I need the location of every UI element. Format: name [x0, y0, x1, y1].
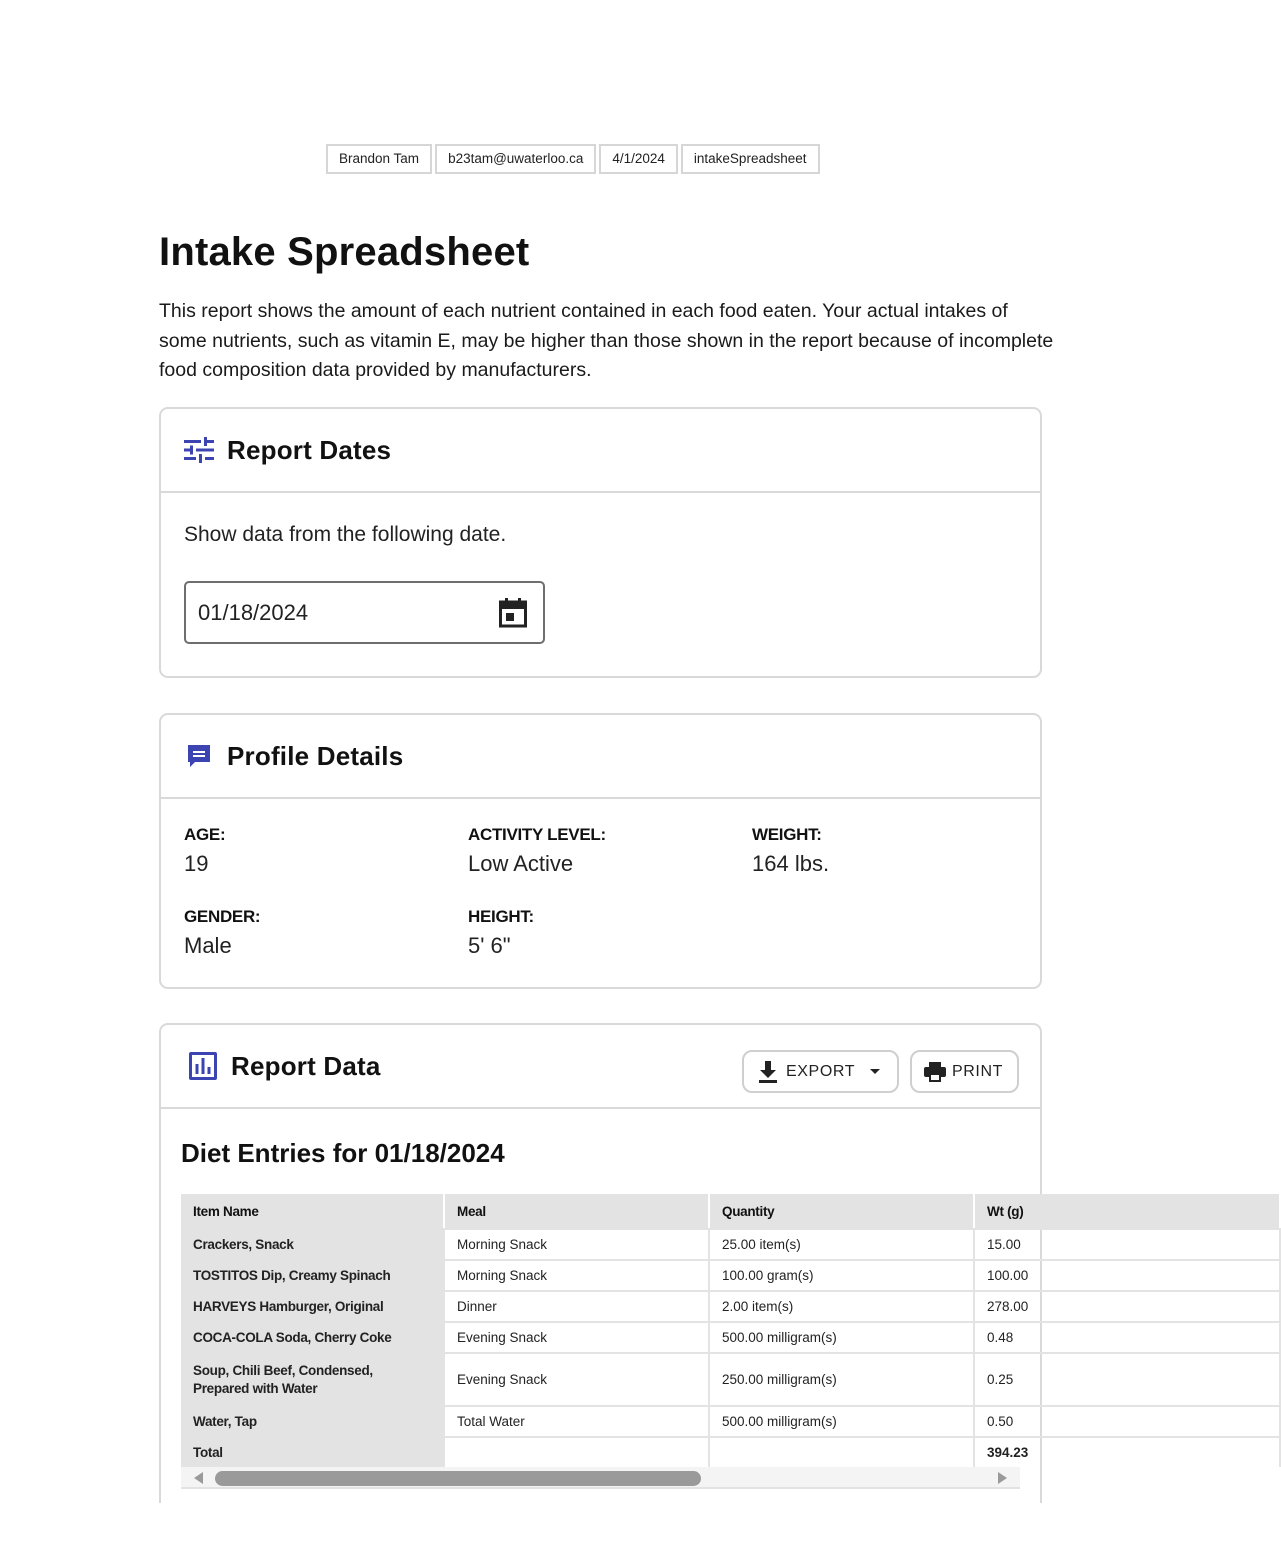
cell-item-name: Water, Tap: [181, 1405, 445, 1436]
weight-label: WEIGHT:: [752, 825, 822, 844]
printer-icon: [924, 1061, 946, 1083]
cell-item-name: COCA-COLA Soda, Cherry Coke: [181, 1321, 445, 1352]
document-meta-bar: [326, 144, 820, 174]
cell-meal: Morning Snack: [445, 1259, 710, 1290]
cell-item-name: Crackers, Snack: [181, 1228, 445, 1259]
profile-activity-level: [468, 825, 606, 877]
table-horizontal-scrollbar[interactable]: [181, 1467, 1020, 1489]
table-row: [181, 1259, 1281, 1290]
report-data-title: Report Data: [231, 1050, 381, 1081]
profile-height: [468, 907, 534, 959]
diet-entries-table-container[interactable]: [181, 1194, 1029, 1466]
cell-weight: 15.00: [975, 1228, 1281, 1259]
height-label: HEIGHT:: [468, 907, 534, 926]
intro-paragraph: This report shows the amount of each nutrient contained in each food eaten. Your actual intakes of some nutrients, such as vitamin E, may be higher than those shown in the report because of incomplete food composition data provided by manufacturers.: [159, 300, 1054, 382]
cell-quantity: 2.00 item(s): [710, 1290, 975, 1321]
profile-details-card: [159, 713, 1042, 989]
table-row: [181, 1228, 1281, 1259]
height-value: 5' 6": [468, 933, 511, 958]
tune-sliders-icon: [184, 435, 214, 465]
meta-user-email: b23tam@uwaterloo.ca: [435, 144, 596, 174]
cell-item-name: Soup, Chili Beef, Condensed, Prepared with Water: [181, 1352, 445, 1405]
profile-gender: [184, 907, 260, 959]
report-data-header: [161, 1025, 1040, 1109]
print-button-label: PRINT: [952, 1062, 1003, 1080]
scroll-right-arrow-icon[interactable]: [998, 1472, 1007, 1484]
age-label: AGE:: [184, 825, 226, 844]
cell-weight: 100.00: [975, 1259, 1281, 1290]
profile-weight: [752, 825, 829, 877]
cell-meal: Dinner: [445, 1290, 710, 1321]
profile-details-title: Profile Details: [227, 740, 404, 771]
cell-total-meal: [445, 1436, 710, 1467]
table-total-row: [181, 1436, 1281, 1467]
report-dates-description: Show data from the following date.: [184, 523, 507, 546]
column-header-quantity[interactable]: Quantity: [710, 1194, 975, 1228]
report-date-field[interactable]: [184, 581, 545, 644]
download-icon: [758, 1060, 778, 1084]
table-row: [181, 1321, 1281, 1352]
scrollbar-thumb[interactable]: [215, 1471, 701, 1486]
cell-total-quantity: [710, 1436, 975, 1467]
column-header-meal[interactable]: Meal: [445, 1194, 710, 1228]
cell-weight: 0.48: [975, 1321, 1281, 1352]
cell-item-name: HARVEYS Hamburger, Original: [181, 1290, 445, 1321]
profile-age: [184, 825, 225, 877]
column-header-weight[interactable]: Wt (g): [975, 1194, 1281, 1228]
table-header-row: [181, 1194, 1281, 1228]
cell-total-label: Total: [181, 1436, 445, 1467]
chevron-down-icon: [869, 1068, 881, 1076]
cell-weight: 0.50: [975, 1405, 1281, 1436]
gender-label: GENDER:: [184, 907, 261, 926]
cell-weight: 0.25: [975, 1352, 1281, 1405]
cell-quantity: 500.00 milligram(s): [710, 1321, 975, 1352]
meta-user-name: Brandon Tam: [326, 144, 432, 174]
table-row: [181, 1352, 1281, 1405]
scroll-left-arrow-icon[interactable]: [194, 1472, 203, 1484]
cell-total-weight: 394.23: [975, 1436, 1281, 1467]
table-row: [181, 1405, 1281, 1436]
profile-details-header: [161, 715, 1040, 799]
diet-entries-title: Diet Entries for 01/18/2024: [181, 1138, 505, 1168]
bar-chart-icon: [188, 1051, 218, 1081]
cell-meal: Evening Snack: [445, 1352, 710, 1405]
report-dates-header: [161, 409, 1040, 493]
cell-quantity: 100.00 gram(s): [710, 1259, 975, 1290]
report-date-value: 01/18/2024: [198, 599, 309, 625]
meta-date: 4/1/2024: [599, 144, 678, 174]
weight-value: 164 lbs.: [752, 851, 830, 876]
column-header-item-name[interactable]: Item Name: [181, 1194, 445, 1228]
report-dates-card: [159, 407, 1042, 678]
cell-item-name: TOSTITOS Dip, Creamy Spinach: [181, 1259, 445, 1290]
cell-meal: Evening Snack: [445, 1321, 710, 1352]
print-button[interactable]: [910, 1050, 1019, 1093]
page-title: Intake Spreadsheet: [159, 230, 530, 274]
export-button[interactable]: [742, 1050, 899, 1093]
cell-meal: Total Water: [445, 1405, 710, 1436]
table-row: [181, 1290, 1281, 1321]
gender-value: Male: [184, 933, 232, 958]
report-dates-title: Report Dates: [227, 434, 392, 465]
cell-quantity: 25.00 item(s): [710, 1228, 975, 1259]
activity-level-value: Low Active: [468, 851, 574, 876]
meta-document-name: intakeSpreadsheet: [681, 144, 820, 174]
cell-quantity: 500.00 milligram(s): [710, 1405, 975, 1436]
age-value: 19: [184, 851, 209, 876]
cell-weight: 278.00: [975, 1290, 1281, 1321]
export-button-label: EXPORT: [786, 1062, 856, 1080]
cell-meal: Morning Snack: [445, 1228, 710, 1259]
diet-entries-table: [181, 1194, 1281, 1467]
activity-level-label: ACTIVITY LEVEL:: [468, 825, 606, 844]
cell-quantity: 250.00 milligram(s): [710, 1352, 975, 1405]
comment-icon: [184, 741, 214, 771]
calendar-icon[interactable]: [499, 598, 527, 628]
